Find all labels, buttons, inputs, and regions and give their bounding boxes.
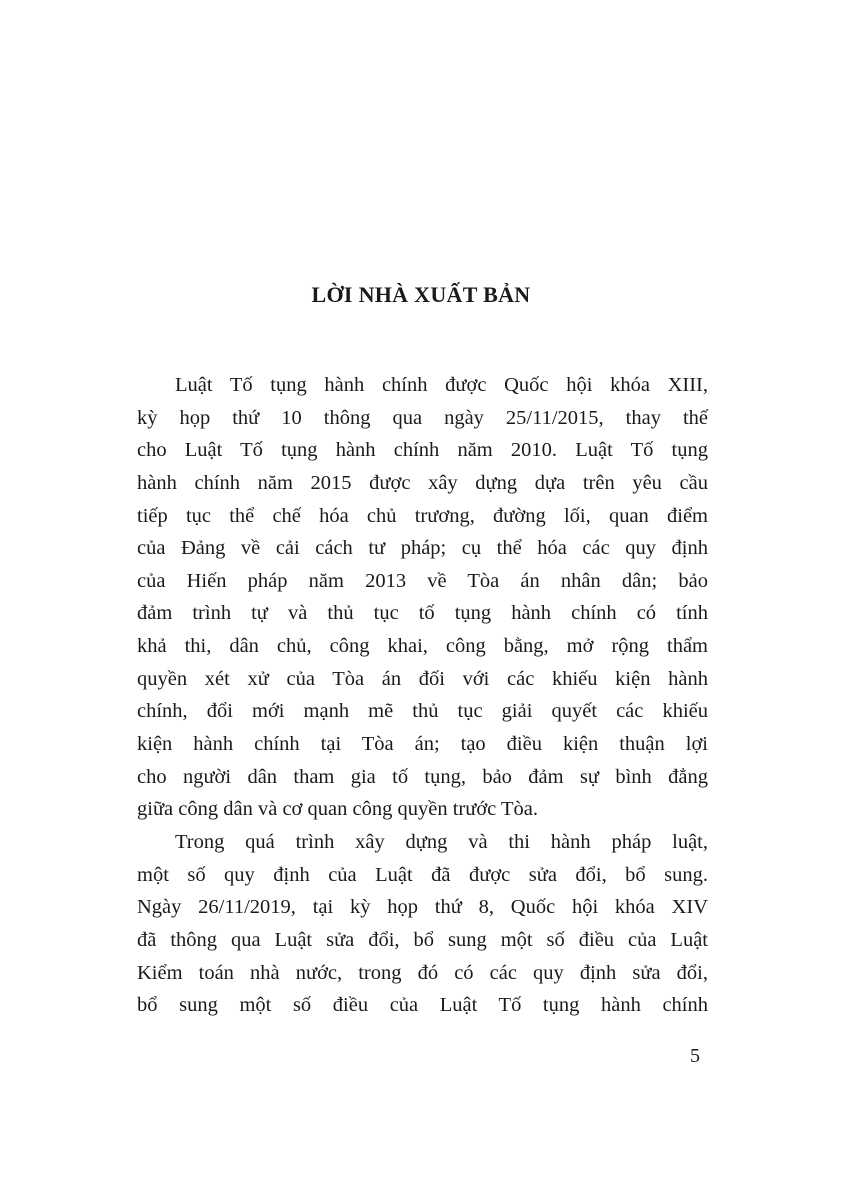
text-line: chính, đổi mới mạnh mẽ thủ tục giải quyết các khiếu — [137, 700, 708, 723]
text-line: đã thông qua Luật sửa đổi, bổ sung một số điều của Luật — [137, 928, 708, 951]
text-line: Trong quá trình xây dựng và thi hành pháp luật, — [175, 830, 708, 853]
body-text — [137, 369, 708, 1022]
text-line: kiện hành chính tại Tòa án; tạo điều kiện thuận lợi — [137, 733, 708, 756]
text-line: kỳ họp thứ 10 thông qua ngày 25/11/2015, thay thế — [137, 406, 708, 429]
text-line: Kiểm toán nhà nước, trong đó có các quy định sửa đổi, — [137, 961, 708, 984]
text-line: quyền xét xử của Tòa án đối với các khiếu kiện hành — [137, 667, 708, 690]
page-number: 5 — [690, 1045, 700, 1067]
text-line: giữa công dân và cơ quan công quyền trước Tòa. — [137, 798, 539, 821]
text-line: của Đảng về cải cách tư pháp; cụ thể hóa các quy định — [137, 537, 708, 560]
text-line: tiếp tục thể chế hóa chủ trương, đường lối, quan điểm — [137, 504, 708, 527]
text-line: cho người dân tham gia tố tụng, bảo đảm sự bình đẳng — [137, 765, 708, 788]
paragraph-2 — [137, 826, 708, 1022]
paragraph-1 — [137, 369, 708, 826]
text-line: bổ sung một số điều của Luật Tố tụng hành chính — [137, 994, 708, 1017]
text-line: khả thi, dân chủ, công khai, công bằng, mở rộng thẩm — [137, 635, 708, 658]
text-line: Luật Tố tụng hành chính được Quốc hội khóa XIII, — [175, 374, 708, 396]
text-line: một số quy định của Luật đã được sửa đổi, bổ sung. — [137, 863, 708, 886]
text-line: của Hiến pháp năm 2013 về Tòa án nhân dân; bảo — [137, 569, 708, 592]
text-line: Ngày 26/11/2019, tại kỳ họp thứ 8, Quốc hội khóa XIV — [137, 896, 708, 919]
text-line: hành chính năm 2015 được xây dựng dựa trên yêu cầu — [137, 471, 708, 494]
text-line: đảm trình tự và thủ tục tố tụng hành chính có tính — [137, 602, 708, 625]
page-title: LỜI NHÀ XUẤT BẢN — [311, 282, 531, 307]
text-line: cho Luật Tố tụng hành chính năm 2010. Luật Tố tụng — [137, 439, 708, 462]
